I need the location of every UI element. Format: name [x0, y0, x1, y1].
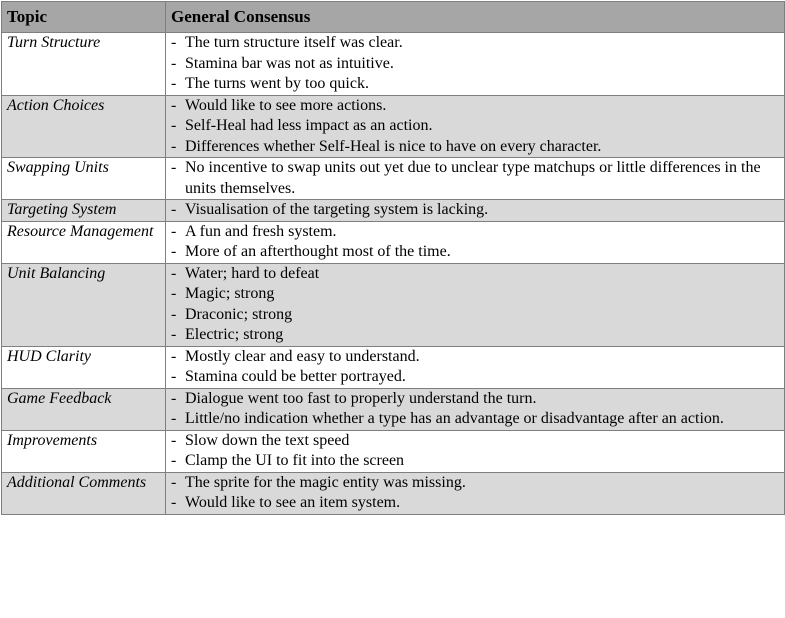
- topic-cell: Action Choices: [2, 95, 166, 158]
- bullet-item: - Visualisation of the targeting system is lacking.: [171, 200, 779, 221]
- bullet-item: - The sprite for the magic entity was missing.: [171, 473, 779, 494]
- bullet-list: [171, 158, 779, 199]
- table-row: [2, 472, 785, 514]
- table-row: [2, 95, 785, 158]
- bullet-item: - No incentive to swap units out yet due to unclear type matchups or little differences in the units themselves.: [171, 158, 779, 199]
- table-row: [2, 33, 785, 96]
- bullet-item: - Would like to see more actions.: [171, 96, 779, 117]
- bullet-list: [171, 473, 779, 514]
- topic-cell: Game Feedback: [2, 388, 166, 430]
- consensus-cell: [166, 346, 785, 388]
- topic-cell: HUD Clarity: [2, 346, 166, 388]
- consensus-column-header: General Consensus: [166, 2, 785, 33]
- topic-cell: Unit Balancing: [2, 263, 166, 346]
- bullet-item: - Dialogue went too fast to properly understand the turn.: [171, 389, 779, 410]
- topic-cell: Improvements: [2, 430, 166, 472]
- table-row: [2, 263, 785, 346]
- bullet-item: - Magic; strong: [171, 284, 779, 305]
- table-row: [2, 346, 785, 388]
- bullet-item: - Clamp the UI to fit into the screen: [171, 451, 779, 472]
- table-row: [2, 200, 785, 222]
- consensus-cell: [166, 95, 785, 158]
- bullet-item: - More of an afterthought most of the time.: [171, 242, 779, 263]
- bullet-item: - A fun and fresh system.: [171, 222, 779, 243]
- table-row: [2, 388, 785, 430]
- consensus-cell: [166, 472, 785, 514]
- bullet-list: [171, 33, 779, 95]
- bullet-list: [171, 347, 779, 388]
- bullet-item: - Draconic; strong: [171, 305, 779, 326]
- consensus-cell: [166, 33, 785, 96]
- bullet-item: - Little/no indication whether a type has an advantage or disadvantage after an action.: [171, 409, 779, 430]
- consensus-cell: [166, 200, 785, 222]
- bullet-list: [171, 96, 779, 158]
- bullet-item: - Slow down the text speed: [171, 431, 779, 452]
- topic-cell: Turn Structure: [2, 33, 166, 96]
- bullet-item: - Differences whether Self-Heal is nice to have on every character.: [171, 137, 779, 158]
- topic-cell: Targeting System: [2, 200, 166, 222]
- bullet-list: [171, 431, 779, 472]
- consensus-cell: [166, 430, 785, 472]
- bullet-item: - Would like to see an item system.: [171, 493, 779, 514]
- bullet-list: [171, 264, 779, 346]
- topic-cell: Resource Management: [2, 221, 166, 263]
- table-row: [2, 158, 785, 200]
- bullet-list: [171, 222, 779, 263]
- bullet-item: - Stamina could be better portrayed.: [171, 367, 779, 388]
- consensus-table: [1, 1, 785, 515]
- consensus-cell: [166, 388, 785, 430]
- bullet-item: - The turn structure itself was clear.: [171, 33, 779, 54]
- consensus-cell: [166, 263, 785, 346]
- consensus-cell: [166, 221, 785, 263]
- table-body: [2, 33, 785, 515]
- topic-column-header: Topic: [2, 2, 166, 33]
- topic-cell: Swapping Units: [2, 158, 166, 200]
- table-row: [2, 430, 785, 472]
- table-header-row: [2, 2, 785, 33]
- bullet-item: - Self-Heal had less impact as an action.: [171, 116, 779, 137]
- bullet-list: [171, 200, 779, 221]
- consensus-cell: [166, 158, 785, 200]
- bullet-item: - Electric; strong: [171, 325, 779, 346]
- table-row: [2, 221, 785, 263]
- bullet-item: - Water; hard to defeat: [171, 264, 779, 285]
- bullet-item: - Mostly clear and easy to understand.: [171, 347, 779, 368]
- bullet-item: - The turns went by too quick.: [171, 74, 779, 95]
- bullet-item: - Stamina bar was not as intuitive.: [171, 54, 779, 75]
- topic-cell: Additional Comments: [2, 472, 166, 514]
- bullet-list: [171, 389, 779, 430]
